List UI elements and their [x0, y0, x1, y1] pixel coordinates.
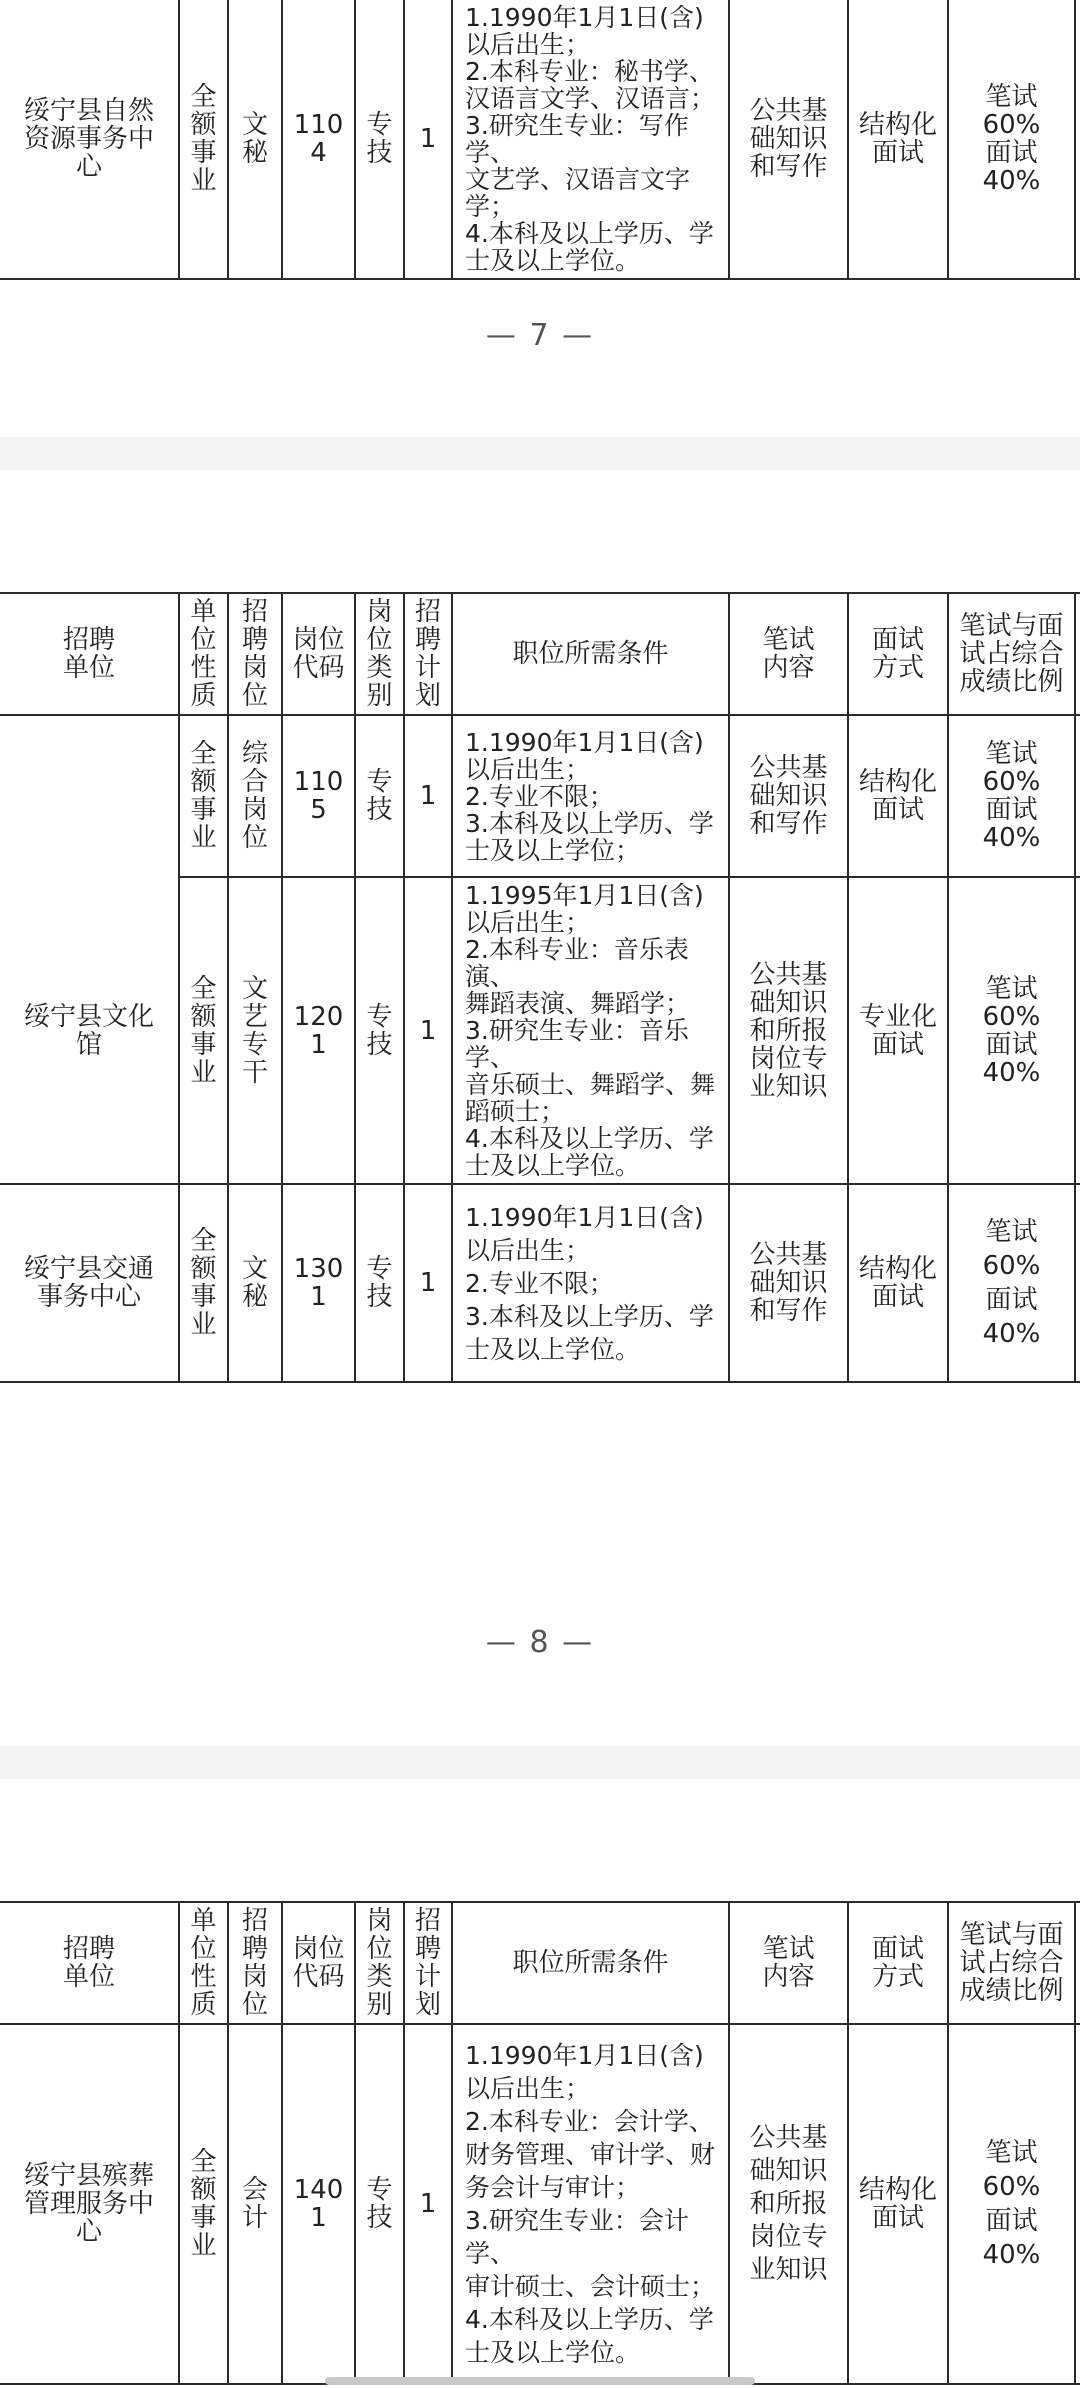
cell-written: 公共基 础知识 和写作 — [729, 715, 848, 877]
cell-nature: 全 额 事 业 — [179, 0, 228, 279]
table-row — [0, 715, 1080, 877]
header-unit: 招聘 单位 — [0, 1902, 179, 2024]
page-gap — [0, 1746, 1080, 1779]
table-row — [0, 0, 1080, 279]
cell-conditions: 1.1990年1月1日(含) 以后出生； 2.专业不限； 3.本科及以上学历、学 士及以上学位。 — [452, 1184, 729, 1382]
cell-written: 公共基 础知识 和写作 — [729, 1184, 848, 1382]
page-number: — 8 — — [485, 1625, 595, 1660]
recruitment-table-page-8 — [0, 592, 1080, 1383]
table-row — [0, 877, 1080, 1184]
cell-conditions: 1.1990年1月1日(含) 以后出生； 2.本科专业：秘书学、 汉语言文学、汉语言； 3.研究生专业：写作学、 文艺学、汉语言文字学； 4.本科及以上学历、学 士及以上学位。 — [452, 0, 729, 279]
header-conditions: 职位所需条件 — [452, 593, 729, 715]
header-ratio: 笔试与面 试占综合 成绩比例 — [948, 1902, 1075, 2024]
cell-edge — [1075, 1902, 1080, 2024]
header-category: 岗 位 类 别 — [355, 1902, 404, 2024]
cell-edge — [1075, 877, 1080, 1184]
cell-unit: 绥宁县自然 资源事务中 心 — [0, 0, 179, 279]
cell-plan: 1 — [404, 877, 452, 1184]
header-written: 笔试 内容 — [729, 1902, 848, 2024]
document-page-9 — [0, 1779, 1080, 2388]
cell-category: 专 技 — [355, 715, 404, 877]
cell-plan: 1 — [404, 2024, 452, 2384]
table-header-row — [0, 593, 1080, 715]
cell-code: 120 1 — [282, 877, 355, 1184]
cell-plan: 1 — [404, 1184, 452, 1382]
cell-ratio: 笔试 60% 面试 40% — [948, 0, 1075, 279]
cell-code: 110 4 — [282, 0, 355, 279]
cell-unit: 绥宁县殡葬 管理服务中 心 — [0, 2024, 179, 2384]
header-category: 岗 位 类 别 — [355, 593, 404, 715]
cell-post: 文 艺 专 干 — [228, 877, 282, 1184]
cell-ratio: 笔试 60% 面试 40% — [948, 877, 1075, 1184]
cell-interview: 结构化 面试 — [848, 1184, 948, 1382]
recruitment-table-page-9 — [0, 1901, 1080, 2385]
header-written: 笔试 内容 — [729, 593, 848, 715]
cell-conditions: 1.1990年1月1日(含) 以后出生； 2.专业不限； 3.本科及以上学历、学 士及以上学位； — [452, 715, 729, 877]
cell-nature: 全 额 事 业 — [179, 1184, 228, 1382]
cell-code: 130 1 — [282, 1184, 355, 1382]
header-code: 岗位 代码 — [282, 593, 355, 715]
cell-category: 专 技 — [355, 877, 404, 1184]
cell-interview: 结构化 面试 — [848, 0, 948, 279]
cell-category: 专 技 — [355, 0, 404, 279]
cell-post: 会 计 — [228, 2024, 282, 2384]
header-ratio: 笔试与面 试占综合 成绩比例 — [948, 593, 1075, 715]
document-page-8 — [0, 470, 1080, 1746]
table-header-row — [0, 1902, 1080, 2024]
table-row — [0, 1184, 1080, 1382]
cell-interview: 结构化 面试 — [848, 715, 948, 877]
header-plan: 招 聘 计 划 — [404, 1902, 452, 2024]
cell-category: 专 技 — [355, 1184, 404, 1382]
cell-plan: 1 — [404, 715, 452, 877]
cell-edge — [1075, 593, 1080, 715]
cell-post: 文 秘 — [228, 0, 282, 279]
header-nature: 单 位 性 质 — [179, 593, 228, 715]
cell-edge — [1075, 0, 1080, 279]
cell-conditions: 1.1995年1月1日(含) 以后出生； 2.本科专业：音乐表演、 舞蹈表演、舞蹈学； 3.研究生专业：音乐学、 音乐硕士、舞蹈学、舞 蹈硕士； 4.本科及以上学历、学 士及以上学位。 — [452, 877, 729, 1184]
header-plan: 招 聘 计 划 — [404, 593, 452, 715]
document-page-7 — [0, 0, 1080, 437]
cell-ratio: 笔试 60% 面试 40% — [948, 715, 1075, 877]
header-unit: 招聘 单位 — [0, 593, 179, 715]
cell-written: 公共基 础知识 和写作 — [729, 0, 848, 279]
cell-nature: 全 额 事 业 — [179, 877, 228, 1184]
header-post: 招 聘 岗 位 — [228, 593, 282, 715]
page-number: — 7 — — [485, 318, 595, 353]
header-code: 岗位 代码 — [282, 1902, 355, 2024]
header-interview: 面试 方式 — [848, 593, 948, 715]
cell-unit — [0, 715, 179, 877]
cell-edge — [1075, 1184, 1080, 1382]
cell-nature: 全 额 事 业 — [179, 715, 228, 877]
horizontal-scrollbar[interactable] — [325, 2377, 755, 2385]
cell-interview: 结构化 面试 — [848, 2024, 948, 2384]
page-gap — [0, 437, 1080, 470]
cell-written: 公共基 础知识 和所报 岗位专 业知识 — [729, 877, 848, 1184]
cell-code: 110 5 — [282, 715, 355, 877]
cell-written: 公共基 础知识 和所报 岗位专 业知识 — [729, 2024, 848, 2384]
cell-unit: 绥宁县文化 馆 — [0, 877, 179, 1184]
cell-interview: 专业化 面试 — [848, 877, 948, 1184]
cell-conditions: 1.1990年1月1日(含) 以后出生； 2.本科专业：会计学、 财务管理、审计学、财 务会计与审计； 3.研究生专业：会计学、 审计硕士、会计硕士； 4.本科及以上学历、学 士及以上学位。 — [452, 2024, 729, 2384]
recruitment-table-page-7 — [0, 0, 1080, 280]
cell-ratio: 笔试 60% 面试 40% — [948, 2024, 1075, 2384]
table-row — [0, 2024, 1080, 2384]
header-nature: 单 位 性 质 — [179, 1902, 228, 2024]
cell-ratio: 笔试 60% 面试 40% — [948, 1184, 1075, 1382]
cell-post: 文 秘 — [228, 1184, 282, 1382]
header-conditions: 职位所需条件 — [452, 1902, 729, 2024]
header-post: 招 聘 岗 位 — [228, 1902, 282, 2024]
cell-nature: 全 额 事 业 — [179, 2024, 228, 2384]
cell-plan: 1 — [404, 0, 452, 279]
cell-unit: 绥宁县交通 事务中心 — [0, 1184, 179, 1382]
cell-edge — [1075, 2024, 1080, 2384]
cell-edge — [1075, 715, 1080, 877]
cell-post: 综 合 岗 位 — [228, 715, 282, 877]
header-interview: 面试 方式 — [848, 1902, 948, 2024]
cell-category: 专 技 — [355, 2024, 404, 2384]
cell-code: 140 1 — [282, 2024, 355, 2384]
